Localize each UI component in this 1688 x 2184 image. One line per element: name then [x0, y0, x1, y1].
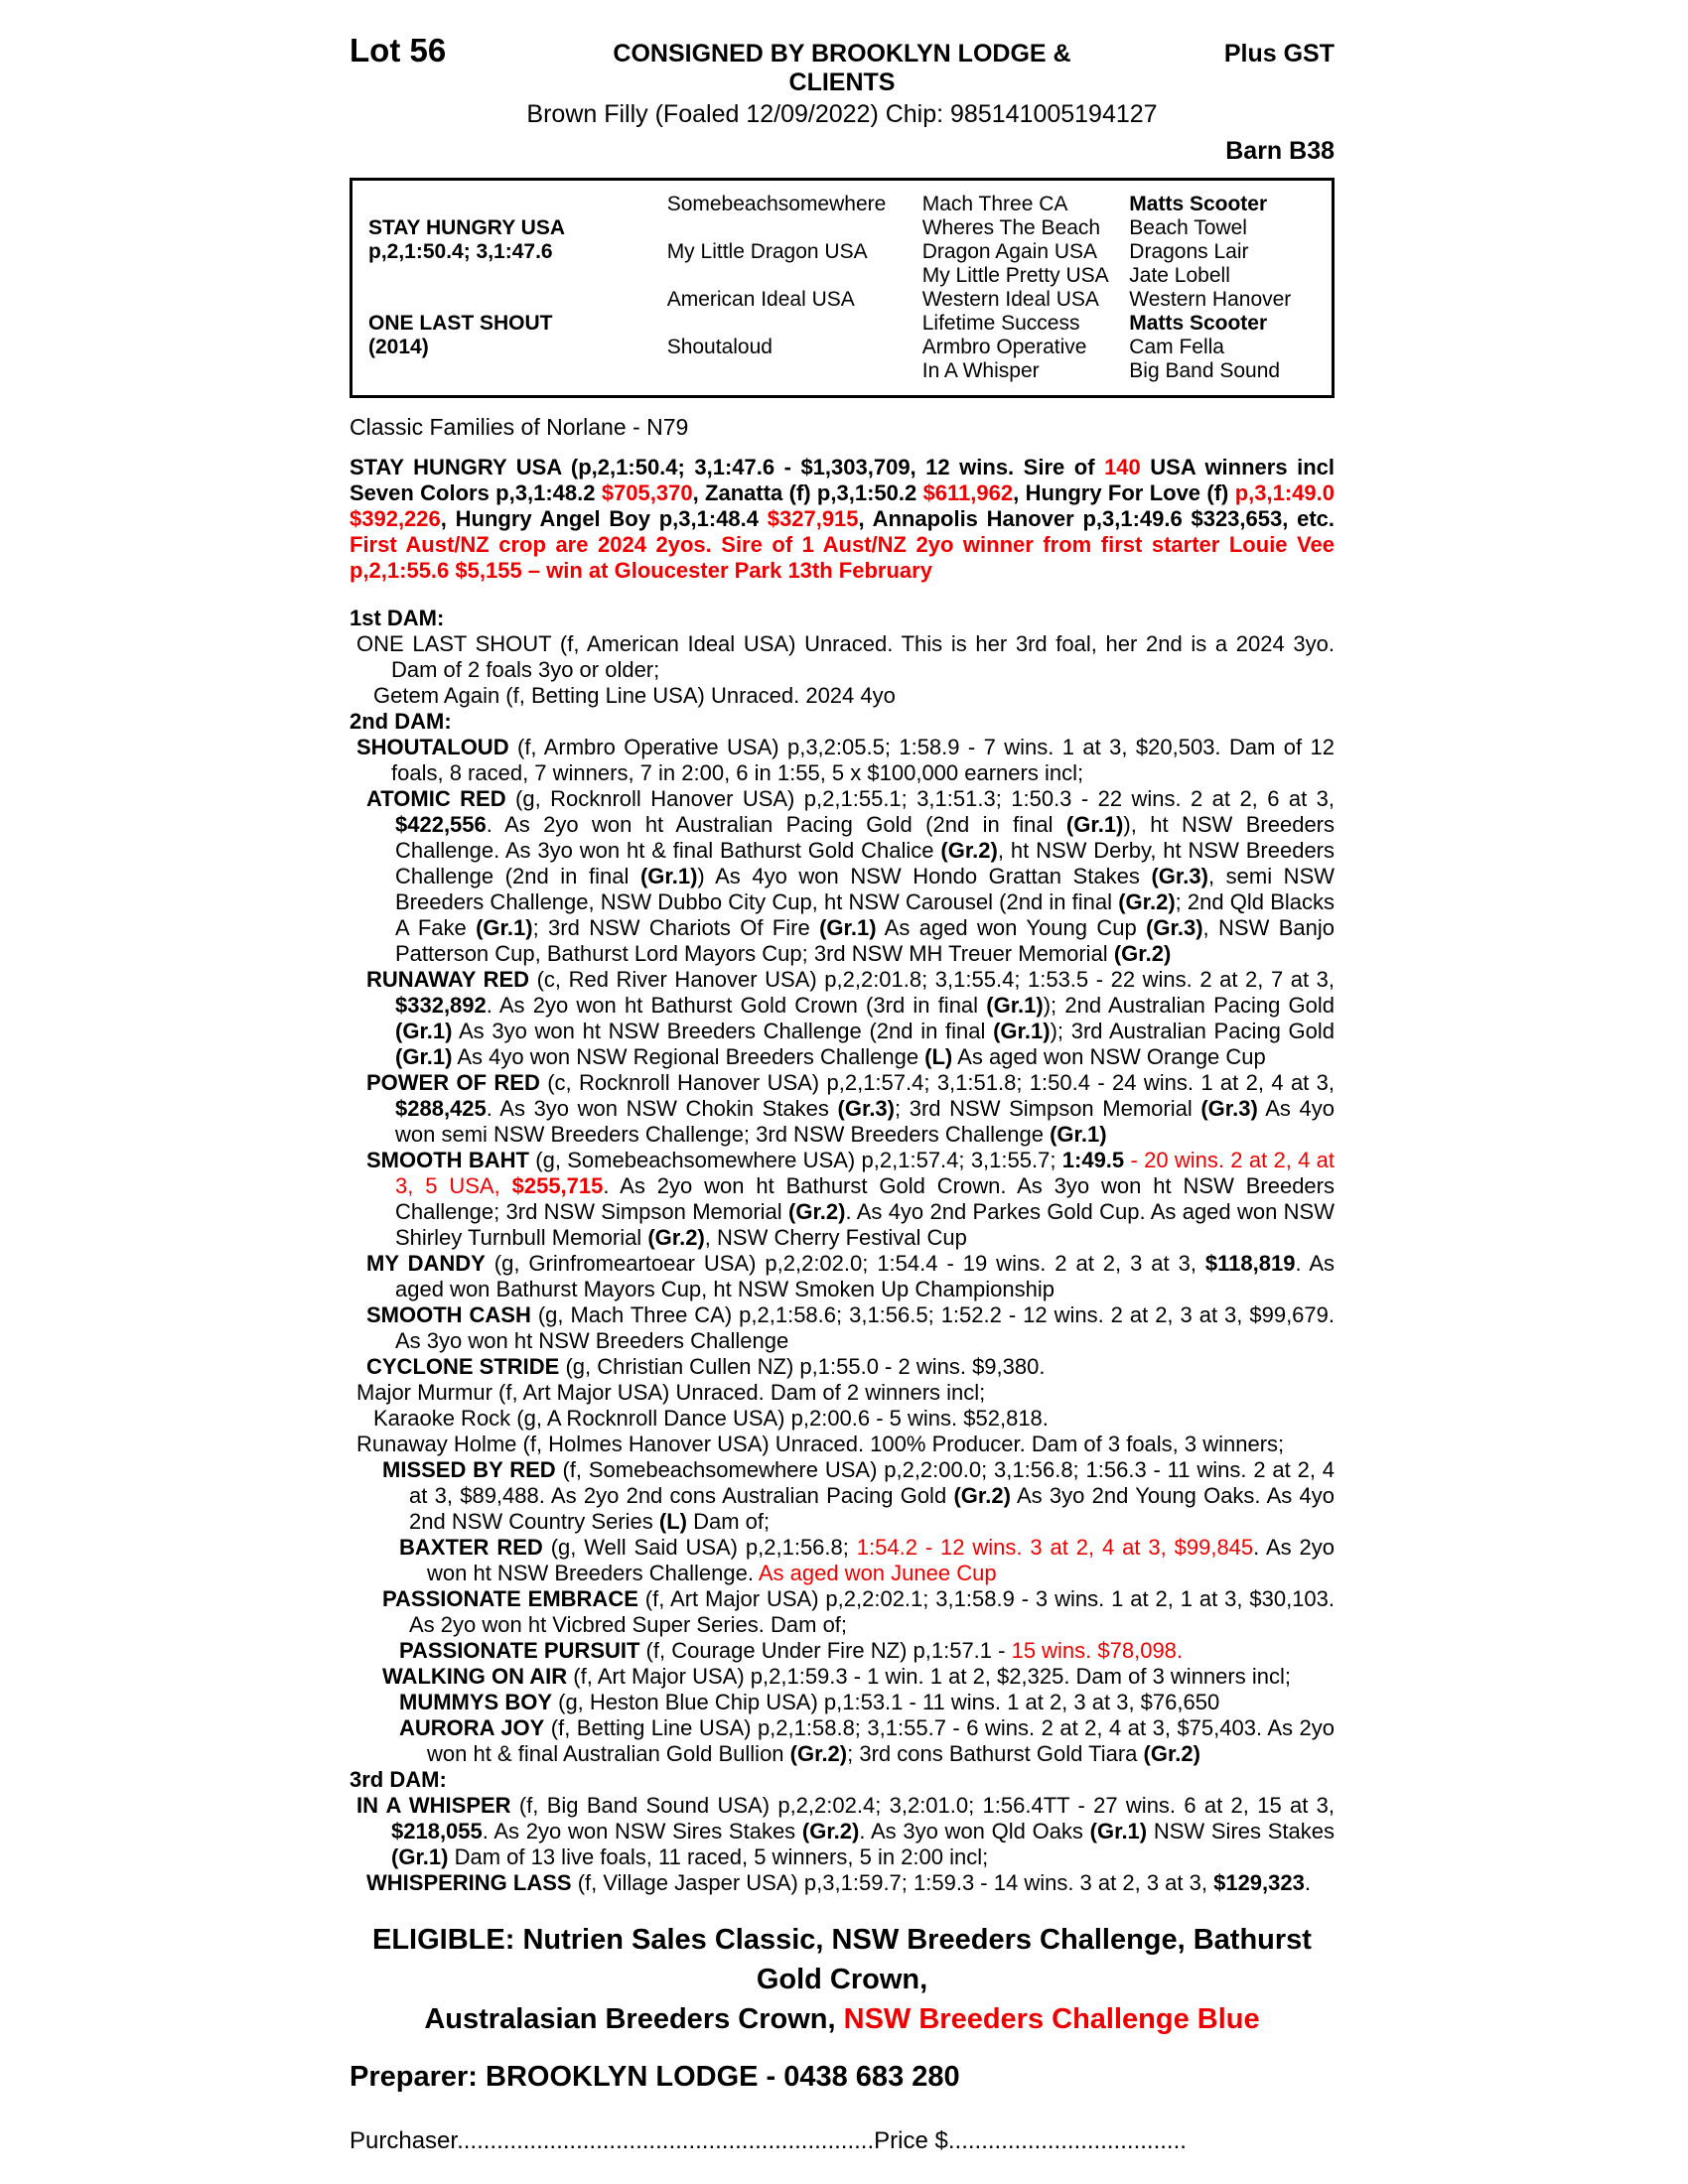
text-run: AURORA JOY [399, 1715, 545, 1740]
text-run: As aged won NSW Orange Cup [952, 1044, 1266, 1069]
text-run: ); 2nd Australian Pacing Gold [1043, 993, 1335, 1018]
text-run: , Hungry Angel Boy p,3,1:48.4 [440, 506, 768, 531]
shoutaloud [350, 735, 1335, 786]
text-run: NSW Sires Stakes [1147, 1819, 1335, 1843]
text-run: BAXTER RED [399, 1535, 543, 1560]
horse-description: Brown Filly (Foaled 12/09/2022) Chip: 985141005194127 [526, 100, 1158, 128]
text-run: Australasian Breeders Crown, [424, 2003, 844, 2035]
text-run: . As 3yo won NSW Chokin Stakes [486, 1096, 838, 1121]
text-run: ); 3rd Australian Pacing Gold [1050, 1019, 1335, 1043]
text-run: ; 2nd Qld Blacks A Fake [395, 889, 1336, 940]
gen3-ancestor: Armbro Operative [921, 336, 1087, 358]
text-run: ; 3rd NSW Simpson Memorial [895, 1096, 1201, 1121]
text-run: First Aust/NZ crop are 2024 2yos. Sire of 1 Aust/NZ 2yo winner from first starter Louie Vee p,2,1:55.6 $5,155 – win at Gloucester Park 13th February [350, 532, 1335, 583]
text-run: ; 3rd cons Bathurst Gold Tiara [847, 1741, 1144, 1766]
text-run: RUNAWAY RED [366, 967, 530, 992]
text-run: (Gr.3) [1146, 915, 1203, 940]
text-run: (g, Heston Blue Chip USA) p,1:53.1 - 11 wins. 1 at 2, 3 at 3, $76,650 [552, 1690, 1220, 1714]
text-run: 1st DAM: [350, 606, 445, 630]
text-run: Dam of 13 live foals, 11 raced, 5 winners, 5 in 2:00 incl; [448, 1844, 989, 1869]
text-run: . As 2yo won ht Bathurst Gold Crown. As 3yo won ht NSW Breeders Challenge; 3rd NSW Simpson Memorial [395, 1173, 1335, 1224]
gen3-ancestor: Mach Three CA [921, 193, 1068, 215]
barn-number: Barn B38 [1225, 137, 1335, 165]
text-run: , ht NSW Derby, ht NSW Breeders Challenge (2nd in final [395, 838, 1336, 888]
text-run: Runaway Holme (f, Holmes Hanover USA) Unraced. 100% Producer. Dam of 3 foals, 3 winners; [356, 1432, 1285, 1456]
text-run: Karaoke Rock (g, A Rocknroll Dance USA) p,2:00.6 - 5 wins. $52,818. [373, 1406, 1049, 1431]
text-run: (Gr.1) [993, 1019, 1051, 1043]
text-run: , Hungry For Love (f) [1013, 480, 1235, 505]
gst-note: Plus GST [1223, 40, 1335, 68]
text-run: (Gr.2) [1113, 941, 1172, 966]
text-run: 3rd DAM: [350, 1767, 447, 1792]
header-row [350, 32, 1335, 97]
text-run: , semi NSW Breeders Challenge, NSW Dubbo City Cup, ht NSW Carousel (2nd in final [395, 864, 1336, 914]
gen4-ancestor: Matts Scooter [1129, 193, 1268, 215]
text-run: . As 4yo 2nd Parkes Gold Cup. As aged won NSW Shirley Turnbull Memorial [395, 1199, 1335, 1250]
text-run: (f, Armbro Operative USA) p,3,2:05.5; 1:58.9 - 7 wins. 1 at 3, $20,503. Dam of 12 foals, 8 raced, 7 winners, 7 in 2:00, 6 in 1:55, 5 x $100,000 earners incl; [391, 735, 1335, 785]
text-run: (Gr.2) [953, 1483, 1011, 1508]
smooth-cash [350, 1302, 1335, 1354]
text-run: (Gr.2) [647, 1225, 705, 1250]
text-run: , NSW Banjo Patterson Cup, Bathurst Lord Mayors Cup; 3rd NSW MH Treuer Memorial [395, 915, 1335, 966]
gen3-ancestor: Wheres The Beach [921, 216, 1101, 239]
gen4-ancestor: Big Band Sound [1129, 359, 1281, 382]
text-run: STAY HUNGRY USA (p,2,1:50.4; 3,1:47.6 - $1,303,709, 12 wins. Sire of [350, 455, 1105, 479]
consignor-title: CONSIGNED BY BROOKLYN LODGE & CLIENTS [613, 40, 1071, 96]
text-run: (Gr.1) [476, 915, 533, 940]
text-run: (Gr.2) [1118, 889, 1176, 914]
text-run: (f, Village Jasper USA) p,3,1:59.7; 1:59.3 - 14 wins. 3 at 2, 3 at 3, [571, 1870, 1214, 1895]
gen2-ancestor: American Ideal USA [666, 288, 855, 311]
cyclone-stride [350, 1354, 1335, 1380]
third-dam-heading [350, 1767, 1335, 1793]
runaway-holme [350, 1432, 1335, 1457]
atomic-red [350, 786, 1335, 967]
text-run: 140 [1104, 455, 1141, 479]
text-run: PASSIONATE PURSUIT [399, 1638, 640, 1663]
passionate-embrace [350, 1586, 1335, 1638]
text-run: WALKING ON AIR [382, 1664, 568, 1689]
power-of-red [350, 1070, 1335, 1148]
one-last-shout [350, 631, 1335, 683]
dam-name: ONE LAST SHOUT [368, 312, 553, 335]
text-run: Major Murmur (f, Art Major USA) Unraced. Dam of 2 winners incl; [356, 1380, 986, 1405]
gen4-ancestor: Western Hanover [1129, 288, 1292, 311]
text-run: Dam of; [686, 1509, 771, 1534]
text-run: 1:54.2 - 12 wins. 3 at 2, 4 at 3, $99,845 [856, 1535, 1254, 1560]
gen4-ancestor: Dragons Lair [1129, 240, 1249, 263]
runaway-red [350, 967, 1335, 1070]
text-run: , NSW Cherry Festival Cup [704, 1225, 967, 1250]
mummys-boy [350, 1690, 1335, 1715]
text-run: Getem Again (f, Betting Line USA) Unraced. 2024 4yo [373, 683, 896, 708]
text-run: SHOUTALOUD [356, 735, 509, 759]
text-run: (g, Grinfromeartoear USA) p,2,2:02.0; 1:54.4 - 19 wins. 2 at 2, 3 at 3, [485, 1251, 1205, 1276]
text-run: . As aged won Bathurst Mayors Cup, ht NSW Smoken Up Championship [395, 1251, 1336, 1301]
text-run: NSW Breeders Challenge Blue [843, 2003, 1260, 2035]
text-run: (Gr.2) [801, 1819, 860, 1843]
text-run: $129,323 [1213, 1870, 1305, 1895]
text-run: , Annapolis Hanover p,3,1:49.6 $323,653, etc. [858, 506, 1335, 531]
preparer-line: Preparer: BROOKLYN LODGE - 0438 683 280 [350, 2061, 960, 2093]
gen2-ancestor: Shoutaloud [666, 336, 773, 358]
purchaser-dots: .............................................................. [457, 2127, 868, 2154]
text-run: (Gr.1) [1089, 1819, 1148, 1843]
purchase-line [350, 2127, 1335, 2155]
text-run: (c, Red River Hanover USA) p,2,2:01.8; 3,1:55.4; 1:53.5 - 22 wins. 2 at 2, 7 at 3, [529, 967, 1335, 992]
text-run: 15 wins. $78,098. [1011, 1638, 1184, 1663]
text-run: 1:49.5 [1061, 1148, 1125, 1172]
text-run: ), ht NSW Breeders Challenge. As 3yo won ht & final Bathurst Gold Chalice [395, 812, 1336, 863]
first-dam-heading [350, 606, 1335, 631]
text-run: MISSED BY RED [382, 1457, 556, 1482]
text-run: SMOOTH BAHT [366, 1148, 529, 1172]
karaoke-rock [350, 1406, 1335, 1432]
text-run: $422,556 [395, 812, 487, 837]
text-run: , Zanatta (f) p,3,1:50.2 [692, 480, 923, 505]
missed-by-red [350, 1457, 1335, 1535]
text-run: (f, Somebeachsomewhere USA) p,2,2:00.0; 3,1:56.8; 1:56.3 - 11 wins. 2 at 2, 4 at 3, $89,488. As 2yo 2nd cons Australian Pacing Gold [409, 1457, 1335, 1508]
text-run: (Gr.2) [788, 1199, 846, 1224]
text-run: . As 2yo won ht Australian Pacing Gold (2nd in final [486, 812, 1066, 837]
text-run: . As 2yo won ht Bathurst Gold Crown (3rd in final [486, 993, 987, 1018]
text-run: (Gr.1) [395, 1019, 453, 1043]
text-run: . [1304, 1870, 1311, 1895]
text-run: (Gr.1) [639, 864, 698, 888]
text-run: (Gr.2) [1143, 1741, 1200, 1766]
text-run: ATOMIC RED [366, 786, 506, 811]
text-run: (f, Courage Under Fire NZ) p,1:57.1 - [639, 1638, 1012, 1663]
dam-sections [350, 606, 1335, 1896]
purchaser-label: Purchaser [350, 2127, 458, 2154]
text-run: (g, Rocknroll Hanover USA) p,2,1:55.1; 3,1:51.3; 1:50.3 - 22 wins. 2 at 2, 6 at 3, [505, 786, 1335, 811]
text-run: $332,892 [395, 993, 487, 1018]
text-run: MY DANDY [366, 1251, 486, 1276]
dam-year: (2014) [368, 336, 429, 358]
text-run: As 3yo 2nd Young Oaks. As 4yo 2nd NSW Country Series [409, 1483, 1336, 1534]
gen3-ancestor: Dragon Again USA [921, 240, 1098, 263]
text-run: $288,425 [395, 1096, 487, 1121]
price-dots: .................................... [947, 2127, 1187, 2154]
text-run: As aged won Young Cup [876, 915, 1147, 940]
sire-summary [350, 455, 1335, 584]
pedigree-table [350, 178, 1335, 398]
text-run: WHISPERING LASS [366, 1870, 572, 1895]
text-run: (Gr.1) [1065, 812, 1124, 837]
text-run: (f, Big Band Sound USA) p,2,2:02.4; 3,2:01.0; 1:56.4TT - 27 wins. 6 at 2, 15 at 3, [510, 1793, 1336, 1818]
text-run: p,3,1:49.0 $392,226 [350, 480, 1335, 531]
text-run: (f, Betting Line USA) p,2,1:58.8; 3,1:55.7 - 6 wins. 2 at 2, 4 at 3, $75,403. As 2yo won ht & final Australian Gold Bullion [427, 1715, 1335, 1766]
text-run: (Gr.1) [1050, 1122, 1107, 1147]
sire-name: STAY HUNGRY USA [368, 216, 565, 239]
gen2-ancestor: My Little Dragon USA [666, 240, 868, 263]
text-run: As 4yo won semi NSW Breeders Challenge; 3rd NSW Breeders Challenge [395, 1096, 1335, 1147]
price-label: .Price $ [867, 2127, 948, 2154]
text-run: (Gr.1) [391, 1844, 449, 1869]
major-murmur [350, 1380, 1335, 1406]
text-run: $327,915 [767, 506, 859, 531]
gen4-ancestor: Jate Lobell [1129, 264, 1230, 287]
text-run: (f, Art Major USA) p,2,1:59.3 - 1 win. 1 at 2, $2,325. Dam of 3 winners incl; [567, 1664, 1291, 1689]
eligibility [350, 1920, 1335, 2039]
gen4-ancestor: Cam Fella [1129, 336, 1224, 358]
text-run: (Gr.1) [395, 1044, 453, 1069]
text-run: As aged won Junee Cup [758, 1561, 997, 1585]
walking-on-air [350, 1664, 1335, 1690]
text-run: (Gr.1) [986, 993, 1044, 1018]
text-run: (Gr.1) [819, 915, 877, 940]
gen4-ancestor: Beach Towel [1129, 216, 1247, 239]
text-run: . As 3yo won Qld Oaks [859, 1819, 1090, 1843]
text-run: (g, Somebeachsomewhere USA) p,2,1:57.4; 3,1:55.7; [528, 1148, 1062, 1172]
my-dandy [350, 1251, 1335, 1302]
baxter-red [350, 1535, 1335, 1586]
text-run: $705,370 [601, 480, 693, 505]
text-run: PASSIONATE EMBRACE [382, 1586, 638, 1611]
text-run: 2nd DAM: [350, 709, 452, 734]
text-run: $118,819 [1204, 1251, 1296, 1276]
catalog-page [350, 32, 1335, 2155]
text-run: As 4yo won NSW Regional Breeders Challenge [452, 1044, 925, 1069]
text-run: (g, Well Said USA) p,2,1:56.8; [542, 1535, 857, 1560]
aurora-joy [350, 1715, 1335, 1767]
text-run: . As 2yo won NSW Sires Stakes [482, 1819, 802, 1843]
text-run: USA winners incl Seven Colors p,3,1:48.2 [350, 455, 1335, 505]
text-run: ONE LAST SHOUT (f, American Ideal USA) Unraced. This is her 3rd foal, her 2nd is a 2024 3yo. Dam of 2 foals 3yo or older; [356, 631, 1335, 682]
getem-again [350, 683, 1335, 709]
text-run: SMOOTH CASH [366, 1302, 531, 1327]
text-run: $255,715 [511, 1173, 604, 1198]
text-run: (Gr.2) [940, 838, 998, 863]
gen3-ancestor: Western Ideal USA [921, 288, 1099, 311]
text-run: ; 3rd NSW Chariots Of Fire [532, 915, 820, 940]
text-run: MUMMYS BOY [399, 1690, 552, 1714]
whispering-lass [350, 1870, 1335, 1896]
text-run: (L) [924, 1044, 953, 1069]
gen3-ancestor: In A Whisper [921, 359, 1040, 382]
second-dam-heading [350, 709, 1335, 735]
in-a-whisper [350, 1793, 1335, 1870]
text-run: ) As 4yo won NSW Hondo Grattan Stakes [697, 864, 1152, 888]
gen2-ancestor: Somebeachsomewhere [666, 193, 887, 215]
text-run: (f, Art Major USA) p,2,2:02.1; 3,1:58.9 - 3 wins. 1 at 2, 1 at 3, $30,103. As 2yo won ht Vicbred Super Series. Dam of; [409, 1586, 1335, 1637]
family-line: Classic Families of Norlane - N79 [350, 414, 689, 440]
text-run: (Gr.3) [837, 1096, 895, 1121]
text-run: POWER OF RED [366, 1070, 540, 1095]
smooth-baht [350, 1148, 1335, 1251]
text-run: (g, Mach Three CA) p,2,1:58.6; 3,1:56.5; 1:52.2 - 12 wins. 2 at 2, 3 at 3, $99,679. As 3yo won ht NSW Breeders Challenge [395, 1302, 1335, 1353]
text-run: 20 wins. 2 at 2, 4 at 3, 5 USA, [395, 1148, 1336, 1198]
text-run: $218,055 [391, 1819, 483, 1843]
text-run: (c, Rocknroll Hanover USA) p,2,1:57.4; 3,1:51.8; 1:50.4 - 24 wins. 1 at 2, 4 at 3, [539, 1070, 1335, 1095]
text-run: (g, Christian Cullen NZ) p,1:55.0 - 2 wins. $9,380. [559, 1354, 1046, 1379]
lot-number: Lot 56 [350, 32, 447, 68]
passionate-pursuit [350, 1638, 1335, 1664]
gen4-ancestor: Matts Scooter [1129, 312, 1268, 335]
text-run: IN A WHISPER [356, 1793, 511, 1818]
text-run: - [1124, 1148, 1145, 1172]
text-run: (Gr.2) [789, 1741, 848, 1766]
text-run: $611,962 [922, 480, 1014, 505]
text-run: (Gr.3) [1151, 864, 1208, 888]
text-run: As 3yo won ht NSW Breeders Challenge (2nd in final [452, 1019, 994, 1043]
gen3-ancestor: Lifetime Success [921, 312, 1080, 335]
text-run: (L) [658, 1509, 687, 1534]
text-run: (Gr.3) [1200, 1096, 1258, 1121]
text-run: CYCLONE STRIDE [366, 1354, 560, 1379]
gen3-ancestor: My Little Pretty USA [921, 264, 1109, 287]
text-run: . As 2yo won ht NSW Breeders Challenge. [427, 1535, 1335, 1585]
sire-record: p,2,1:50.4; 3,1:47.6 [368, 240, 553, 263]
text-run: ELIGIBLE: Nutrien Sales Classic, NSW Breeders Challenge, Bathurst Gold Crown, [372, 1924, 1312, 1995]
